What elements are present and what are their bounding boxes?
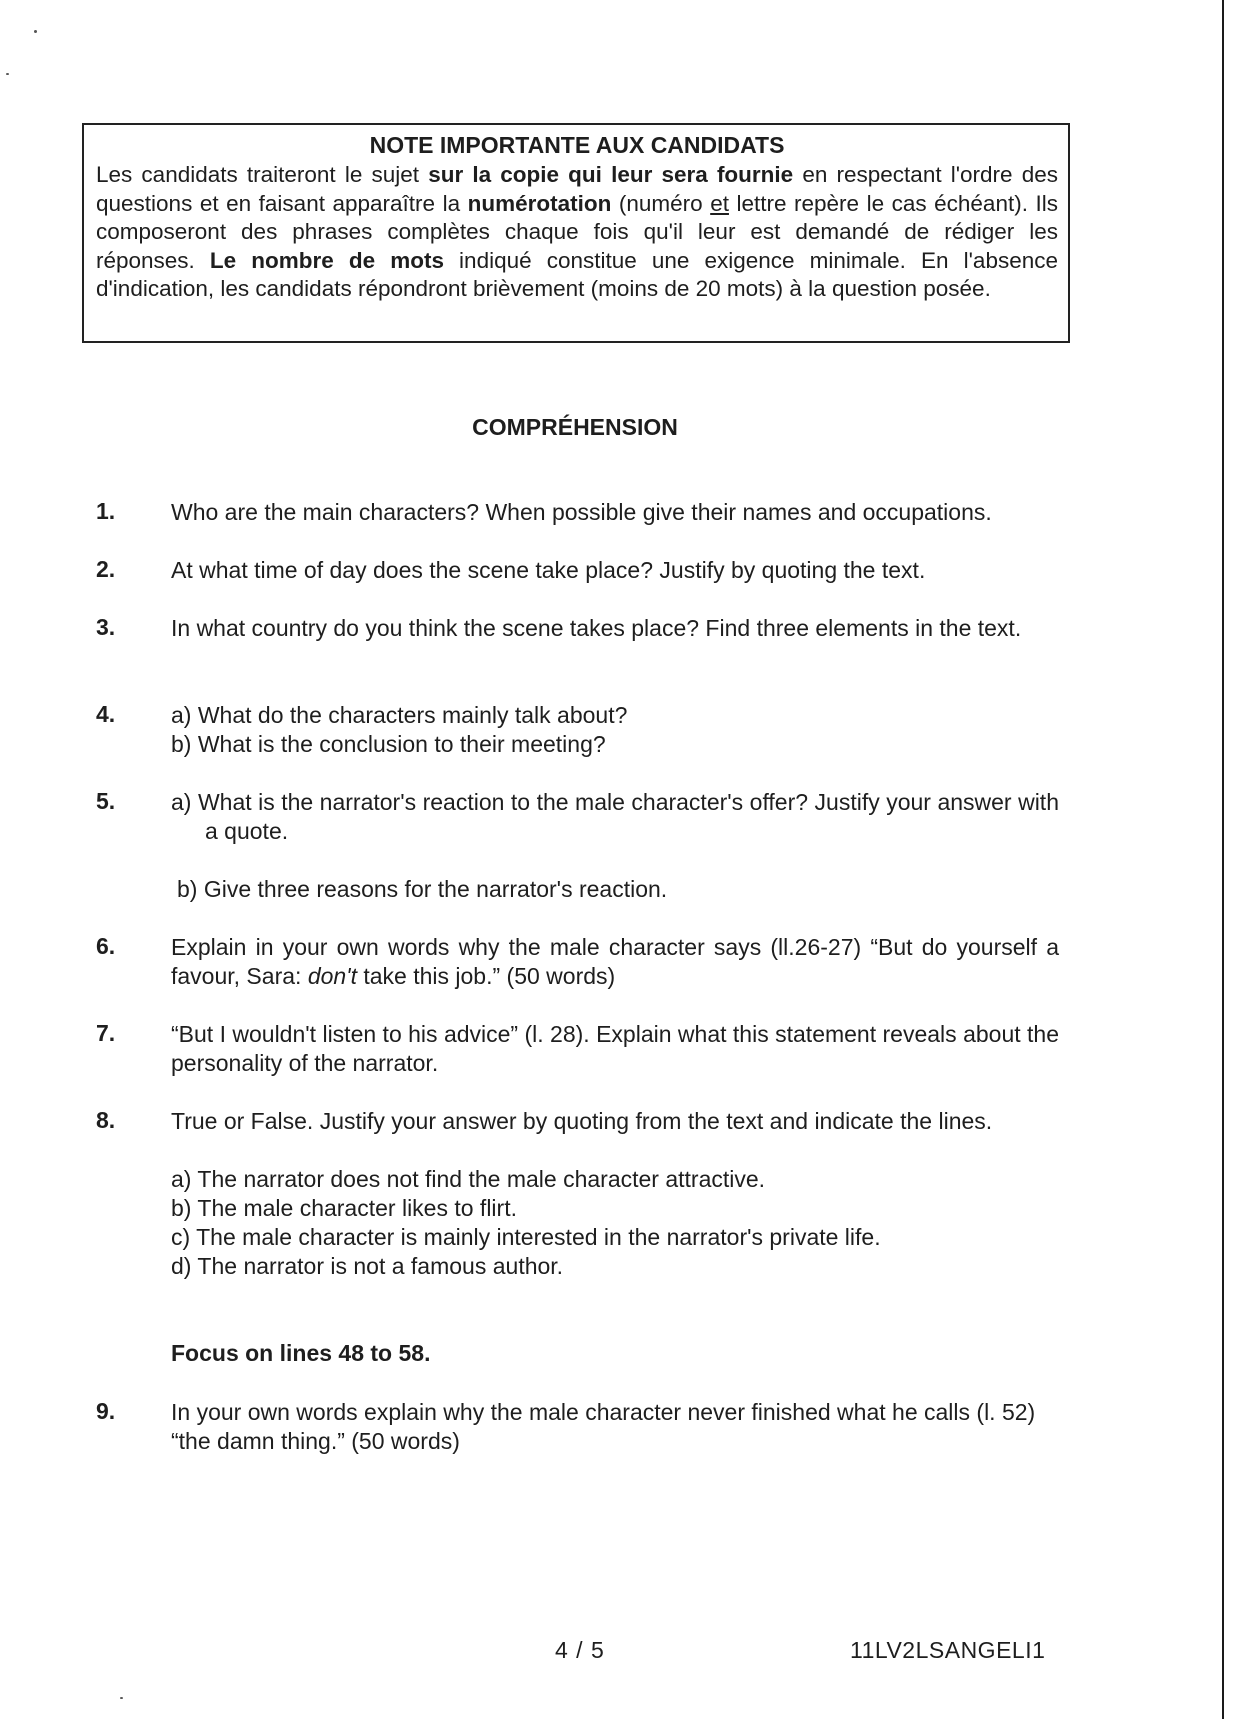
statement-c: c) The male character is mainly interested in the narrator's private life. [171, 1224, 881, 1250]
important-note-box [82, 123, 1070, 343]
question-text: In your own words explain why the male character never finished what he calls (l. 52) “the damn thing.” (50 words) [171, 1399, 1036, 1454]
page-number: 4 / 5 [555, 1637, 605, 1663]
question-number: 5. [96, 788, 116, 814]
question-number: 3. [96, 614, 116, 640]
question-number: 8. [96, 1107, 116, 1133]
question-number: 9. [96, 1398, 116, 1424]
exam-code: 11LV2LSANGELI1 [850, 1637, 1046, 1663]
true-false-list [171, 1165, 1059, 1281]
subquestion-a: a) What do the characters mainly talk about? [171, 702, 628, 728]
focus-instruction: Focus on lines 48 to 58. [171, 1340, 431, 1366]
question-number: 4. [96, 701, 116, 727]
statement-a: a) The narrator does not find the male character attractive. [171, 1166, 766, 1192]
question-text: In what country do you think the scene takes place? Find three elements in the text. [171, 615, 1022, 641]
subquestion-b: b) What is the conclusion to their meeting? [171, 731, 606, 757]
section-title: COMPRÉHENSION [472, 414, 678, 440]
page-edge [1222, 0, 1224, 1719]
question-number: 6. [96, 933, 116, 959]
subquestion-a: a) What is the narrator's reaction to the male character's offer? Justify your answer with a quote. [171, 789, 1059, 844]
question-text: Explain in your own words why the male character says (ll.26-27) “But do yourself a favour, Sara: don't take this job.” (50 words) [171, 934, 1059, 989]
question-text: Who are the main characters? When possible give their names and occupations. [171, 499, 992, 525]
question-number: 1. [96, 498, 116, 524]
subquestion-b: b) Give three reasons for the narrator's reaction. [177, 876, 668, 902]
note-title: NOTE IMPORTANTE AUX CANDIDATS [369, 132, 785, 158]
question-text: At what time of day does the scene take place? Justify by quoting the text. [171, 557, 926, 583]
question-subparts [171, 701, 1061, 759]
question-number: 7. [96, 1020, 116, 1046]
note-text: Les candidats traiteront le sujet sur la copie qui leur sera fournie en respectant l'ordre des questions et en faisant apparaître la numérotation (numéro et lettre repère le cas échéant). Ils composeront des phrases complètes chaque fois qu'il leur est demandé de rédiger les réponses. Le nombre de mots indiqué constitue une exigence minimale. En l'absence d'indication, les candidats répondront brièvement (moins de 20 mots) à la question posée. [96, 162, 1058, 301]
statement-d: d) The narrator is not a famous author. [171, 1253, 564, 1279]
question-subparts [171, 788, 1059, 904]
question-number: 2. [96, 556, 116, 582]
scan-speck [34, 30, 37, 33]
question-text: True or False. Justify your answer by quoting from the text and indicate the lines. [171, 1108, 993, 1134]
scan-speck [6, 73, 9, 75]
statement-b: b) The male character likes to flirt. [171, 1195, 517, 1221]
question-body [171, 1107, 1059, 1281]
scan-speck [120, 1697, 123, 1699]
question-text: “But I wouldn't listen to his advice” (l. 28). Explain what this statement reveals about the personality of the narrator. [171, 1021, 1059, 1076]
